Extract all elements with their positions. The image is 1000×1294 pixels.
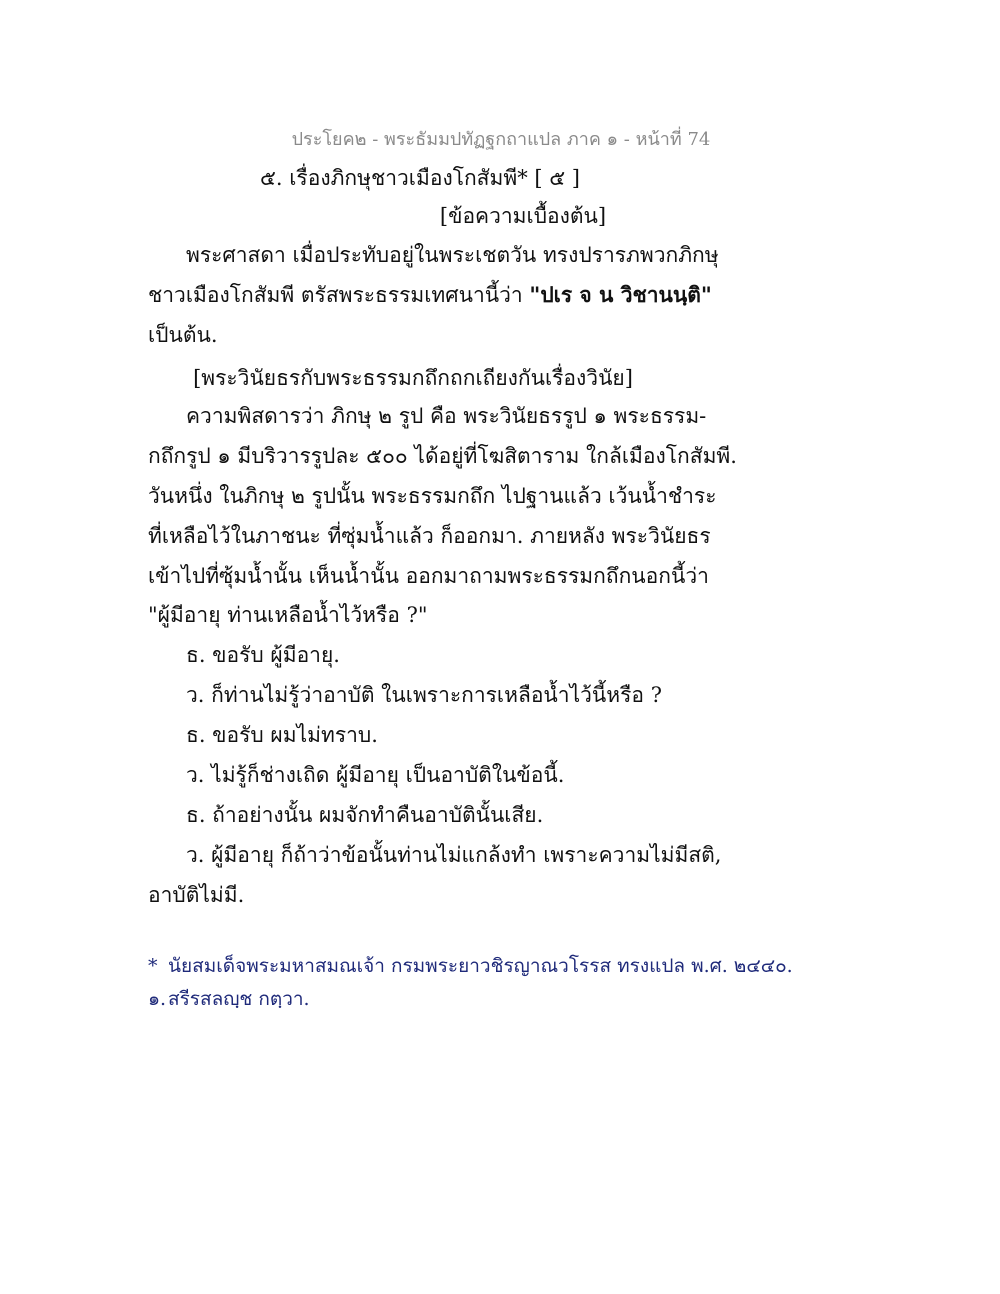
dialogue-line: ว. ผู้มีอายุ ก็ถ้าว่าข้อนั้นท่านไม่แกล้งทำ เพราะความไม่มีสติ, (186, 843, 722, 867)
footnote-1 (148, 985, 848, 1013)
para2-line: วันหนึ่ง ในภิกษุ ๒ รูปนั้น พระธรรมกถึก ไปฐานแล้ว เว้นน้ำชำระ (148, 484, 717, 508)
dialogue-line: ว. ก็ท่านไม่รู้ว่าอาบัติ ในเพราะการเหลือน้ำไว้นี้หรือ ? (186, 683, 662, 707)
dialogue-line: ว. ไม่รู้ก็ช่างเถิด ผู้มีอายุ เป็นอาบัติในข้อนี้. (186, 763, 565, 787)
para2-line: ที่เหลือไว้ในภาชนะ ที่ซุ่มน้ำแล้ว ก็ออกมา. ภายหลัง พระวินัยธร (148, 524, 711, 548)
chapter-title-text: ๕. เรื่องภิกษุชาวเมืองโกสัมพี* [ ๕ ] (260, 166, 580, 190)
para2-line: เข้าไปที่ซุ้มน้ำนั้น เห็นน้ำนั้น ออกมาถามพระธรรมกถึกนอกนี้ว่า (148, 564, 709, 588)
dialogue-line: ธ. ขอรับ ผมไม่ทราบ. (186, 723, 378, 747)
footnote-1-text: สรีรสลญฺช กตฺวา. (168, 988, 310, 1010)
para2-line: กถึกรูป ๑ มีบริวารรูปละ ๕๐๐ ได้อยู่ที่โฆสิตาราม ใกล้เมืองโกสัมพี. (148, 444, 737, 468)
intro-heading-text: [ข้อความเบื้องต้น] (439, 204, 607, 228)
para2-line: ความพิสดารว่า ภิกษุ ๒ รูป คือ พระวินัยธรรูป ๑ พระธรรม- (186, 404, 707, 428)
dialogue-line: ธ. ถ้าอย่างนั้น ผมจักทำคืนอาบัตินั้นเสีย. (186, 803, 544, 827)
running-header-text: ประโยค๒ - พระธัมมปทัฏฐกถาแปล ภาค ๑ - หน้าที่ 74 (291, 129, 711, 150)
footnote-star-text: นัยสมเด็จพระมหาสมณเจ้า กรมพระยาวชิรญาณวโรรส ทรงแปล พ.ศ. ๒๔๔๐. (168, 955, 793, 977)
footnote-star-mark: * (148, 955, 158, 977)
para1-line2 (148, 281, 712, 309)
para1-line1: พระศาสดา เมื่อประทับอยู่ในพระเชตวัน ทรงปรารภพวกภิกษุ (186, 243, 719, 267)
footnote-1-mark: ๑. (148, 988, 167, 1010)
footnotes (148, 952, 848, 1018)
pali-quote: "ปเร จ น วิชานนฺติ" (529, 282, 712, 307)
para1-line3: เป็นต้น. (148, 323, 218, 347)
para1-line2-text: ชาวเมืองโกสัมพี ตรัสพระธรรมเทศนานี้ว่า (148, 283, 530, 307)
dialogue-line-wrap: อาบัติไม่มี. (148, 883, 245, 907)
dialogue-line: ธ. ขอรับ ผู้มีอายุ. (186, 643, 340, 667)
section-heading (0, 362, 1000, 395)
footnote-star (148, 952, 848, 980)
chapter-title (0, 162, 1000, 195)
section-heading-text: [พระวินัยธรกับพระธรรมกถึกถกเถียงกันเรื่องวินัย] (193, 366, 633, 390)
running-header (0, 124, 1000, 153)
para2-line: "ผู้มีอายุ ท่านเหลือน้ำไว้หรือ ?" (148, 603, 428, 627)
intro-heading (0, 200, 1000, 233)
